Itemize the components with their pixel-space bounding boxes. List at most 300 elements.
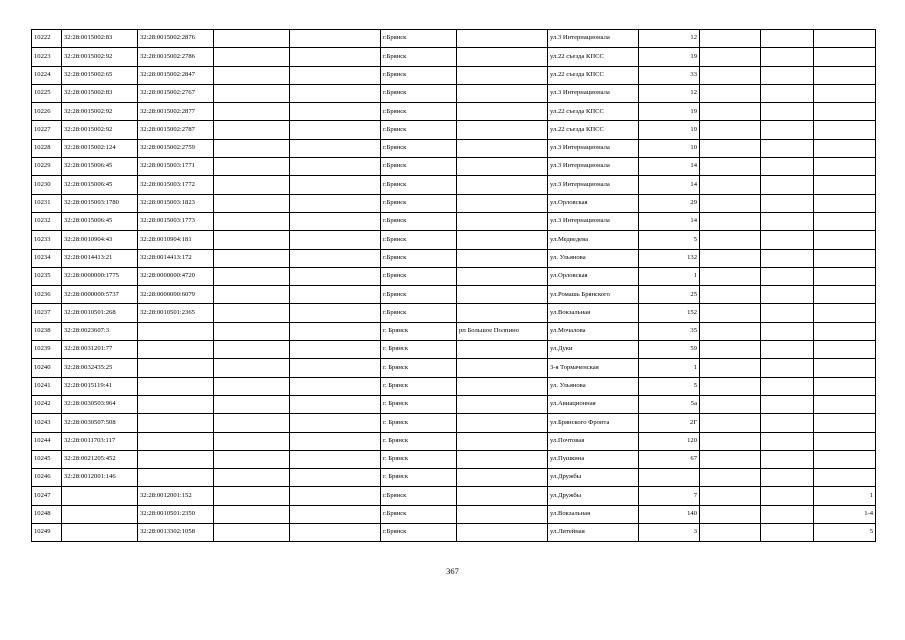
city-cell: г.Брянск [381, 48, 457, 66]
city-cell: г.Брянск [381, 212, 457, 230]
record-number-cell: 10234 [32, 249, 62, 267]
house-number-cell: 1 [639, 359, 700, 377]
empty-cell-1 [214, 121, 290, 139]
settlement-cell [457, 176, 548, 194]
house-number-cell: 19 [639, 48, 700, 66]
empty-cell-2 [290, 304, 381, 322]
house-number-cell: 14 [639, 212, 700, 230]
city-cell: г.Брянск [381, 487, 457, 505]
empty-cell-2 [290, 432, 381, 450]
empty-cell-1 [214, 505, 290, 523]
apartment-cell [814, 84, 876, 102]
apartment-cell [814, 414, 876, 432]
record-number-cell: 10232 [32, 212, 62, 230]
empty-cell-1 [214, 267, 290, 285]
city-cell: г.Брянск [381, 267, 457, 285]
record-number-cell: 10231 [32, 194, 62, 212]
table-body [32, 30, 876, 542]
empty-cell-2 [290, 487, 381, 505]
apartment-cell [814, 158, 876, 176]
city-cell: г. Брянск [381, 359, 457, 377]
house-number-cell: 2Г [639, 414, 700, 432]
empty-cell-3 [700, 176, 761, 194]
empty-cell-3 [700, 84, 761, 102]
empty-cell-3 [700, 30, 761, 48]
city-cell: г.Брянск [381, 103, 457, 121]
city-cell: г.Брянск [381, 176, 457, 194]
cadastral-parcel-cell: 32:28:0015002:83 [62, 84, 138, 102]
settlement-cell [457, 103, 548, 121]
settlement-cell [457, 505, 548, 523]
cadastral-object-cell [138, 377, 214, 395]
table-row [32, 395, 876, 413]
table-row [32, 487, 876, 505]
empty-cell-3 [700, 286, 761, 304]
house-number-cell: 35 [639, 322, 700, 340]
empty-cell-1 [214, 359, 290, 377]
cadastral-object-cell: 32:28:0000000:6079 [138, 286, 214, 304]
table-row [32, 176, 876, 194]
street-cell: ул.Дружбы [548, 469, 639, 487]
city-cell: г.Брянск [381, 231, 457, 249]
city-cell: г. Брянск [381, 395, 457, 413]
cadastral-parcel-cell [62, 487, 138, 505]
empty-cell-2 [290, 103, 381, 121]
registry-table [31, 29, 876, 542]
house-number-cell: 140 [639, 505, 700, 523]
settlement-cell [457, 341, 548, 359]
cadastral-object-cell: 32:28:0010904:181 [138, 231, 214, 249]
city-cell: г. Брянск [381, 469, 457, 487]
street-cell: ул.22 съезда КПСС [548, 103, 639, 121]
table-row [32, 249, 876, 267]
settlement-cell [457, 267, 548, 285]
record-number-cell: 10246 [32, 469, 62, 487]
cadastral-parcel-cell: 32:28:0015006:45 [62, 158, 138, 176]
empty-cell-4 [761, 66, 814, 84]
street-cell: ул.3 Интернационала [548, 30, 639, 48]
settlement-cell [457, 450, 548, 468]
city-cell: г.Брянск [381, 505, 457, 523]
record-number-cell: 10245 [32, 450, 62, 468]
empty-cell-3 [700, 487, 761, 505]
cadastral-object-cell: 32:28:0013302:1058 [138, 524, 214, 542]
house-number-cell: 29 [639, 194, 700, 212]
cadastral-parcel-cell [62, 524, 138, 542]
street-cell: ул.Литейная [548, 524, 639, 542]
cadastral-object-cell: 32:28:0015002:2876 [138, 30, 214, 48]
registry-sheet [31, 29, 875, 542]
cadastral-object-cell: 32:28:0015003:1823 [138, 194, 214, 212]
city-cell: г. Брянск [381, 432, 457, 450]
cadastral-object-cell [138, 450, 214, 468]
settlement-cell [457, 121, 548, 139]
house-number-cell: 120 [639, 432, 700, 450]
apartment-cell: 1 [814, 487, 876, 505]
city-cell: г.Брянск [381, 84, 457, 102]
empty-cell-1 [214, 249, 290, 267]
settlement-cell [457, 212, 548, 230]
cadastral-parcel-cell: 32:28:0023607:3 [62, 322, 138, 340]
house-number-cell: 19 [639, 103, 700, 121]
empty-cell-1 [214, 395, 290, 413]
cadastral-parcel-cell: 32:28:0000000:1775 [62, 267, 138, 285]
street-cell: ул.Орловская [548, 267, 639, 285]
settlement-cell [457, 249, 548, 267]
table-row [32, 432, 876, 450]
table-row [32, 469, 876, 487]
settlement-cell [457, 487, 548, 505]
record-number-cell: 10244 [32, 432, 62, 450]
empty-cell-4 [761, 249, 814, 267]
record-number-cell: 10226 [32, 103, 62, 121]
empty-cell-2 [290, 249, 381, 267]
house-number-cell: 67 [639, 450, 700, 468]
record-number-cell: 10227 [32, 121, 62, 139]
cadastral-parcel-cell: 32:28:0030503:964 [62, 395, 138, 413]
settlement-cell [457, 66, 548, 84]
apartment-cell [814, 103, 876, 121]
settlement-cell [457, 231, 548, 249]
record-number-cell: 10233 [32, 231, 62, 249]
empty-cell-2 [290, 395, 381, 413]
empty-cell-1 [214, 30, 290, 48]
empty-cell-4 [761, 432, 814, 450]
street-cell: ул.Дружбы [548, 487, 639, 505]
apartment-cell [814, 48, 876, 66]
city-cell: г.Брянск [381, 139, 457, 157]
cadastral-object-cell: 32:28:0015003:1773 [138, 212, 214, 230]
cadastral-parcel-cell: 32:28:0014413:21 [62, 249, 138, 267]
street-cell: ул.Пушкина [548, 450, 639, 468]
record-number-cell: 10241 [32, 377, 62, 395]
empty-cell-3 [700, 48, 761, 66]
empty-cell-2 [290, 231, 381, 249]
house-number-cell: 1 [639, 267, 700, 285]
empty-cell-3 [700, 322, 761, 340]
cadastral-parcel-cell: 32:28:0015002:92 [62, 48, 138, 66]
street-cell: ул.3 Интернационала [548, 84, 639, 102]
empty-cell-4 [761, 505, 814, 523]
cadastral-parcel-cell: 32:28:0015003:1780 [62, 194, 138, 212]
cadastral-object-cell: 32:28:0010501:2365 [138, 304, 214, 322]
empty-cell-1 [214, 48, 290, 66]
apartment-cell [814, 377, 876, 395]
city-cell: г. Брянск [381, 414, 457, 432]
apartment-cell [814, 249, 876, 267]
empty-cell-3 [700, 341, 761, 359]
empty-cell-1 [214, 341, 290, 359]
empty-cell-2 [290, 286, 381, 304]
cadastral-parcel-cell: 32:28:0015002:124 [62, 139, 138, 157]
empty-cell-4 [761, 524, 814, 542]
table-row [32, 194, 876, 212]
empty-cell-2 [290, 341, 381, 359]
empty-cell-3 [700, 395, 761, 413]
settlement-cell [457, 139, 548, 157]
city-cell: г.Брянск [381, 30, 457, 48]
house-number-cell: 14 [639, 176, 700, 194]
settlement-cell [457, 30, 548, 48]
empty-cell-2 [290, 267, 381, 285]
street-cell: ул.Мочалова [548, 322, 639, 340]
table-row [32, 84, 876, 102]
empty-cell-1 [214, 377, 290, 395]
apartment-cell [814, 194, 876, 212]
empty-cell-1 [214, 414, 290, 432]
city-cell: г. Брянск [381, 341, 457, 359]
street-cell: ул.22 съезда КПСС [548, 121, 639, 139]
house-number-cell: 10 [639, 139, 700, 157]
settlement-cell [457, 524, 548, 542]
cadastral-object-cell: 32:28:0015002:2877 [138, 103, 214, 121]
street-cell: ул.Авиационная [548, 395, 639, 413]
cadastral-parcel-cell: 32:28:0012001:146 [62, 469, 138, 487]
cadastral-parcel-cell: 32:28:0015006:45 [62, 176, 138, 194]
street-cell: ул.Почтовая [548, 432, 639, 450]
settlement-cell [457, 395, 548, 413]
empty-cell-4 [761, 414, 814, 432]
table-row [32, 304, 876, 322]
cadastral-object-cell [138, 469, 214, 487]
settlement-cell: рп Большое Полпино [457, 322, 548, 340]
empty-cell-1 [214, 322, 290, 340]
city-cell: г.Брянск [381, 158, 457, 176]
settlement-cell [457, 84, 548, 102]
table-row [32, 341, 876, 359]
empty-cell-1 [214, 487, 290, 505]
table-row [32, 267, 876, 285]
record-number-cell: 10239 [32, 341, 62, 359]
empty-cell-1 [214, 103, 290, 121]
cadastral-object-cell: 32:28:0012001:152 [138, 487, 214, 505]
apartment-cell [814, 66, 876, 84]
apartment-cell [814, 139, 876, 157]
apartment-cell [814, 395, 876, 413]
city-cell: г.Брянск [381, 286, 457, 304]
record-number-cell: 10238 [32, 322, 62, 340]
empty-cell-2 [290, 194, 381, 212]
empty-cell-1 [214, 286, 290, 304]
empty-cell-1 [214, 194, 290, 212]
house-number-cell: 59 [639, 341, 700, 359]
empty-cell-2 [290, 176, 381, 194]
empty-cell-2 [290, 450, 381, 468]
empty-cell-4 [761, 48, 814, 66]
table-row [32, 286, 876, 304]
empty-cell-3 [700, 414, 761, 432]
cadastral-parcel-cell: 32:28:0015006:45 [62, 212, 138, 230]
cadastral-object-cell [138, 414, 214, 432]
cadastral-parcel-cell: 32:28:0032435:25 [62, 359, 138, 377]
empty-cell-3 [700, 304, 761, 322]
table-row [32, 139, 876, 157]
empty-cell-4 [761, 286, 814, 304]
house-number-cell [639, 469, 700, 487]
record-number-cell: 10247 [32, 487, 62, 505]
empty-cell-1 [214, 304, 290, 322]
empty-cell-2 [290, 322, 381, 340]
settlement-cell [457, 469, 548, 487]
street-cell: ул. Ульянова [548, 377, 639, 395]
cadastral-object-cell [138, 341, 214, 359]
cadastral-parcel-cell: 32:28:0015119:41 [62, 377, 138, 395]
street-cell: ул.3 Интернационала [548, 158, 639, 176]
house-number-cell: 14 [639, 158, 700, 176]
table-row [32, 450, 876, 468]
cadastral-object-cell: 32:28:0015002:2847 [138, 66, 214, 84]
house-number-cell: 12 [639, 84, 700, 102]
cadastral-object-cell: 32:28:0015003:1771 [138, 158, 214, 176]
record-number-cell: 10228 [32, 139, 62, 157]
city-cell: г. Брянск [381, 322, 457, 340]
cadastral-parcel-cell: 32:28:0015002:65 [62, 66, 138, 84]
table-row [32, 212, 876, 230]
empty-cell-4 [761, 377, 814, 395]
empty-cell-3 [700, 267, 761, 285]
empty-cell-2 [290, 212, 381, 230]
settlement-cell [457, 304, 548, 322]
city-cell: г.Брянск [381, 194, 457, 212]
apartment-cell [814, 341, 876, 359]
cadastral-object-cell: 32:28:0015002:2767 [138, 84, 214, 102]
cadastral-parcel-cell: 32:28:0015002:92 [62, 121, 138, 139]
city-cell: г.Брянск [381, 121, 457, 139]
empty-cell-2 [290, 30, 381, 48]
page-number: 367 [446, 566, 459, 576]
house-number-cell: 19 [639, 121, 700, 139]
empty-cell-4 [761, 121, 814, 139]
empty-cell-2 [290, 414, 381, 432]
apartment-cell [814, 304, 876, 322]
apartment-cell: 5 [814, 524, 876, 542]
empty-cell-4 [761, 84, 814, 102]
cadastral-parcel-cell [62, 505, 138, 523]
street-cell: ул.Дуки [548, 341, 639, 359]
house-number-cell: 33 [639, 66, 700, 84]
empty-cell-2 [290, 139, 381, 157]
city-cell: г.Брянск [381, 249, 457, 267]
cadastral-parcel-cell: 32:28:0015002:83 [62, 30, 138, 48]
record-number-cell: 10248 [32, 505, 62, 523]
table-row [32, 414, 876, 432]
empty-cell-1 [214, 524, 290, 542]
table-row [32, 505, 876, 523]
street-cell: ул.3 Интернационала [548, 176, 639, 194]
cadastral-parcel-cell: 32:28:0011703:117 [62, 432, 138, 450]
cadastral-object-cell [138, 359, 214, 377]
empty-cell-2 [290, 469, 381, 487]
settlement-cell [457, 359, 548, 377]
cadastral-object-cell: 32:28:0015002:2759 [138, 139, 214, 157]
table-row [32, 322, 876, 340]
city-cell: г. Брянск [381, 377, 457, 395]
empty-cell-1 [214, 66, 290, 84]
apartment-cell [814, 121, 876, 139]
apartment-cell [814, 469, 876, 487]
empty-cell-3 [700, 194, 761, 212]
empty-cell-4 [761, 176, 814, 194]
city-cell: г.Брянск [381, 66, 457, 84]
apartment-cell [814, 30, 876, 48]
street-cell: ул.3 Интернационала [548, 212, 639, 230]
apartment-cell [814, 231, 876, 249]
empty-cell-4 [761, 487, 814, 505]
record-number-cell: 10243 [32, 414, 62, 432]
empty-cell-4 [761, 304, 814, 322]
cadastral-parcel-cell: 32:28:0010501:268 [62, 304, 138, 322]
settlement-cell [457, 377, 548, 395]
table-row [32, 66, 876, 84]
apartment-cell [814, 359, 876, 377]
table-row [32, 30, 876, 48]
empty-cell-3 [700, 121, 761, 139]
empty-cell-4 [761, 139, 814, 157]
empty-cell-4 [761, 359, 814, 377]
cadastral-object-cell: 32:28:0015002:2786 [138, 48, 214, 66]
empty-cell-4 [761, 450, 814, 468]
empty-cell-1 [214, 469, 290, 487]
apartment-cell [814, 176, 876, 194]
empty-cell-4 [761, 395, 814, 413]
street-cell: ул.3 Интернационала [548, 139, 639, 157]
empty-cell-3 [700, 524, 761, 542]
record-number-cell: 10230 [32, 176, 62, 194]
house-number-cell: 5 [639, 231, 700, 249]
house-number-cell: 5а [639, 395, 700, 413]
empty-cell-4 [761, 30, 814, 48]
street-cell: ул. Ульянова [548, 249, 639, 267]
empty-cell-3 [700, 231, 761, 249]
empty-cell-2 [290, 158, 381, 176]
cadastral-parcel-cell: 32:28:0010904:43 [62, 231, 138, 249]
city-cell: г.Брянск [381, 524, 457, 542]
empty-cell-1 [214, 158, 290, 176]
apartment-cell [814, 212, 876, 230]
empty-cell-2 [290, 377, 381, 395]
cadastral-object-cell: 32:28:0015002:2787 [138, 121, 214, 139]
table-row [32, 359, 876, 377]
empty-cell-3 [700, 66, 761, 84]
settlement-cell [457, 414, 548, 432]
street-cell: ул.Орловская [548, 194, 639, 212]
empty-cell-1 [214, 84, 290, 102]
empty-cell-2 [290, 48, 381, 66]
empty-cell-4 [761, 267, 814, 285]
house-number-cell: 152 [639, 304, 700, 322]
house-number-cell: 5 [639, 377, 700, 395]
empty-cell-2 [290, 359, 381, 377]
apartment-cell [814, 450, 876, 468]
empty-cell-4 [761, 231, 814, 249]
city-cell: г. Брянск [381, 450, 457, 468]
table-row [32, 48, 876, 66]
table-row [32, 377, 876, 395]
empty-cell-4 [761, 103, 814, 121]
empty-cell-4 [761, 194, 814, 212]
record-number-cell: 10222 [32, 30, 62, 48]
settlement-cell [457, 432, 548, 450]
empty-cell-3 [700, 359, 761, 377]
city-cell: г.Брянск [381, 304, 457, 322]
empty-cell-4 [761, 341, 814, 359]
street-cell: ул.22 съезда КПСС [548, 66, 639, 84]
apartment-cell [814, 267, 876, 285]
record-number-cell: 10249 [32, 524, 62, 542]
record-number-cell: 10237 [32, 304, 62, 322]
record-number-cell: 10242 [32, 395, 62, 413]
settlement-cell [457, 194, 548, 212]
